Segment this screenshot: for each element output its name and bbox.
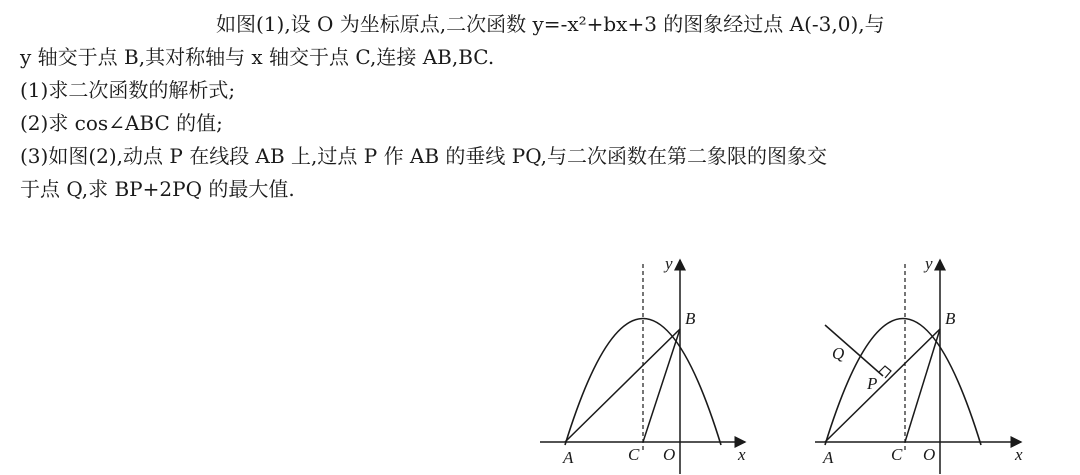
figure-1 (535, 252, 765, 475)
problem-line-2: y 轴交于点 B,其对称轴与 x 轴交于点 C,连接 AB,BC. (20, 45, 495, 69)
figure-2-svg (795, 252, 1045, 475)
label-p: P (867, 374, 878, 393)
label-b: B (685, 309, 696, 328)
label-a: A (563, 448, 574, 467)
question-2: (2)求 cos∠ABC 的值; (20, 111, 223, 135)
label-c: C (628, 445, 640, 464)
figure-2 (795, 252, 1045, 475)
segment-ab (565, 329, 680, 442)
problem-line-1: 如图(1),设 O 为坐标原点,二次函数 y=-x²+bx+3 的图象经过点 A(-3,0),与 (216, 12, 885, 36)
label-y: y (925, 254, 933, 273)
parabola (825, 319, 981, 446)
label-o: O (923, 445, 936, 464)
label-b: B (945, 309, 956, 328)
label-c: C (891, 445, 903, 464)
question-3-line-1: (3)如图(2),动点 P 在线段 AB 上,过点 P 作 AB 的垂线 PQ,与二次函数在第二象限的图象交 (20, 144, 828, 168)
label-q: Q (832, 344, 845, 363)
label-x: x (1015, 445, 1023, 464)
label-a: A (823, 448, 834, 467)
question-3-line-2: 于点 Q,求 BP+2PQ 的最大值. (20, 177, 295, 201)
label-y: y (665, 254, 673, 273)
figure-1-svg (535, 252, 765, 475)
right-angle-marker (879, 366, 891, 378)
question-1: (1)求二次函数的解析式; (20, 78, 236, 102)
problem-text (20, 8, 1060, 206)
label-x: x (738, 445, 746, 464)
label-o: O (663, 445, 676, 464)
segment-bc (643, 329, 680, 442)
